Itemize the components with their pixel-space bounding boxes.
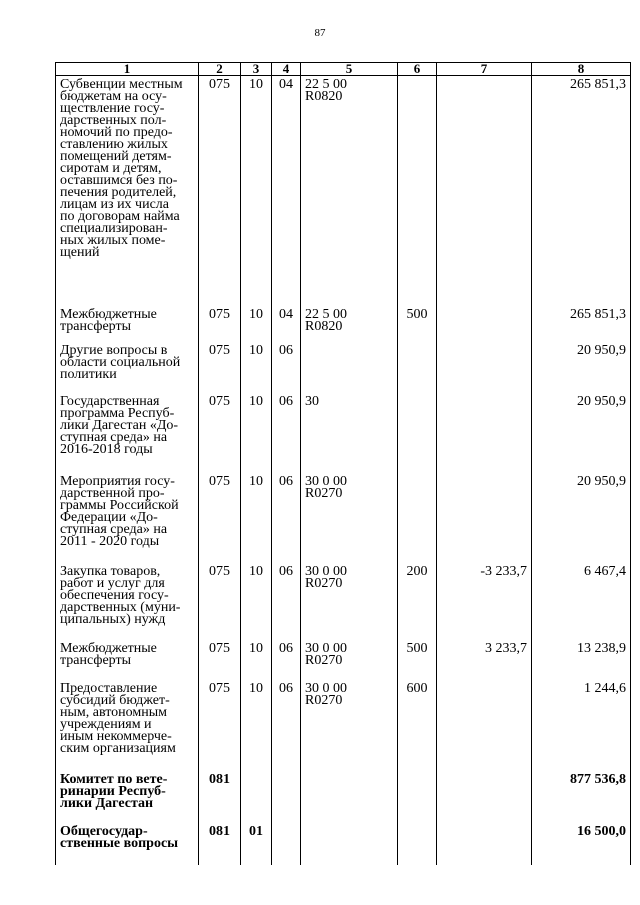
target-article-cell xyxy=(301,771,398,823)
column-header: 8 xyxy=(532,63,631,76)
expense-type-cell: 500 xyxy=(398,306,437,342)
target-article-cell: 30 0 00 R0270 xyxy=(301,680,398,771)
row-name-cell: Общегосудар- ственные вопросы xyxy=(56,823,199,865)
row-name-cell: Межбюджетные трансферты xyxy=(56,306,199,342)
section-cell: 10 xyxy=(241,473,272,563)
section-cell: 10 xyxy=(241,342,272,393)
column-header: 7 xyxy=(437,63,532,76)
section-cell: 10 xyxy=(241,640,272,680)
table-row xyxy=(56,680,631,771)
expense-type-cell xyxy=(398,342,437,393)
section-cell: 10 xyxy=(241,306,272,342)
subsection-cell: 06 xyxy=(272,640,301,680)
row-name-cell: Предоставление субсидий бюджет- ным, автономным учреждениям и иным некоммерче- ским организациям xyxy=(56,680,199,771)
subsection-cell xyxy=(272,771,301,823)
target-article-cell xyxy=(301,342,398,393)
target-article-cell: 22 5 00 R0820 xyxy=(301,306,398,342)
change-amount-cell xyxy=(437,680,532,771)
subsection-cell: 06 xyxy=(272,473,301,563)
row-name-cell: Государственная программа Респуб- лики Дагестан «До- ступная среда» на 2016-2018 годы xyxy=(56,393,199,473)
total-amount-cell: 877 536,8 xyxy=(532,771,631,823)
target-article-cell: 30 0 00 R0270 xyxy=(301,473,398,563)
column-header: 1 xyxy=(56,63,199,76)
total-amount-cell: 1 244,6 xyxy=(532,680,631,771)
row-name-cell: Закупка товаров, работ и услуг для обеспечения госу- дарственных (муни- ципальных) нужд xyxy=(56,563,199,640)
total-amount-cell: 6 467,4 xyxy=(532,563,631,640)
row-name-cell: Межбюджетные трансферты xyxy=(56,640,199,680)
expense-type-cell xyxy=(398,771,437,823)
change-amount-cell xyxy=(437,823,532,865)
table-row xyxy=(56,771,631,823)
expense-type-cell: 200 xyxy=(398,563,437,640)
expense-type-cell xyxy=(398,393,437,473)
expense-type-cell: 600 xyxy=(398,680,437,771)
total-amount-cell: 265 851,3 xyxy=(532,76,631,306)
target-article-cell: 30 xyxy=(301,393,398,473)
ministry-code-cell: 075 xyxy=(199,640,241,680)
section-cell: 10 xyxy=(241,76,272,306)
row-name-cell: Комитет по вете- ринарии Респуб- лики Дагестан xyxy=(56,771,199,823)
change-amount-cell xyxy=(437,306,532,342)
subsection-cell: 06 xyxy=(272,680,301,771)
target-article-cell xyxy=(301,823,398,865)
change-amount-cell xyxy=(437,76,532,306)
ministry-code-cell: 075 xyxy=(199,306,241,342)
section-cell: 10 xyxy=(241,680,272,771)
total-amount-cell: 20 950,9 xyxy=(532,393,631,473)
expense-type-cell: 500 xyxy=(398,640,437,680)
table-row xyxy=(56,563,631,640)
subsection-cell: 06 xyxy=(272,393,301,473)
table-header-row xyxy=(56,63,631,76)
change-amount-cell: -3 233,7 xyxy=(437,563,532,640)
subsection-cell: 04 xyxy=(272,76,301,306)
section-cell: 10 xyxy=(241,393,272,473)
subsection-cell: 04 xyxy=(272,306,301,342)
ministry-code-cell: 075 xyxy=(199,473,241,563)
section-cell: 01 xyxy=(241,823,272,865)
table-row xyxy=(56,473,631,563)
ministry-code-cell: 075 xyxy=(199,76,241,306)
target-article-cell: 30 0 00 R0270 xyxy=(301,563,398,640)
total-amount-cell: 265 851,3 xyxy=(532,306,631,342)
ministry-code-cell: 075 xyxy=(199,393,241,473)
table-row xyxy=(56,640,631,680)
expense-type-cell xyxy=(398,76,437,306)
row-name-cell: Мероприятия госу- дарственной про- граммы Российской Федерации «До- ступная среда» на 2011 - 2020 годы xyxy=(56,473,199,563)
subsection-cell xyxy=(272,823,301,865)
change-amount-cell xyxy=(437,342,532,393)
target-article-cell: 22 5 00 R0820 xyxy=(301,76,398,306)
ministry-code-cell: 075 xyxy=(199,342,241,393)
expense-type-cell xyxy=(398,473,437,563)
change-amount-cell xyxy=(437,393,532,473)
row-name-cell: Другие вопросы в области социальной политики xyxy=(56,342,199,393)
change-amount-cell: 3 233,7 xyxy=(437,640,532,680)
row-name-cell: Субвенции местным бюджетам на осу- ществление госу- дарственных пол- номочий по предо- ставлению жилых помещений детям- сиротам и детям, оставшимся без по- печения родителей, лицам из их числа по договорам найма специализирован- ных жилых поме- щений xyxy=(56,76,199,306)
change-amount-cell xyxy=(437,473,532,563)
total-amount-cell: 20 950,9 xyxy=(532,473,631,563)
change-amount-cell xyxy=(437,771,532,823)
ministry-code-cell: 075 xyxy=(199,680,241,771)
budget-table xyxy=(55,62,631,865)
table-row xyxy=(56,393,631,473)
subsection-cell: 06 xyxy=(272,563,301,640)
page-number: 87 xyxy=(314,27,326,39)
column-header: 3 xyxy=(241,63,272,76)
total-amount-cell: 13 238,9 xyxy=(532,640,631,680)
column-header: 2 xyxy=(199,63,241,76)
table-row xyxy=(56,76,631,306)
column-header: 6 xyxy=(398,63,437,76)
subsection-cell: 06 xyxy=(272,342,301,393)
total-amount-cell: 16 500,0 xyxy=(532,823,631,865)
ministry-code-cell: 075 xyxy=(199,563,241,640)
column-header: 4 xyxy=(272,63,301,76)
section-cell: 10 xyxy=(241,563,272,640)
table-row xyxy=(56,306,631,342)
column-header: 5 xyxy=(301,63,398,76)
target-article-cell: 30 0 00 R0270 xyxy=(301,640,398,680)
table-row xyxy=(56,342,631,393)
expense-type-cell xyxy=(398,823,437,865)
ministry-code-cell: 081 xyxy=(199,771,241,823)
section-cell xyxy=(241,771,272,823)
table-row xyxy=(56,823,631,865)
ministry-code-cell: 081 xyxy=(199,823,241,865)
total-amount-cell: 20 950,9 xyxy=(532,342,631,393)
